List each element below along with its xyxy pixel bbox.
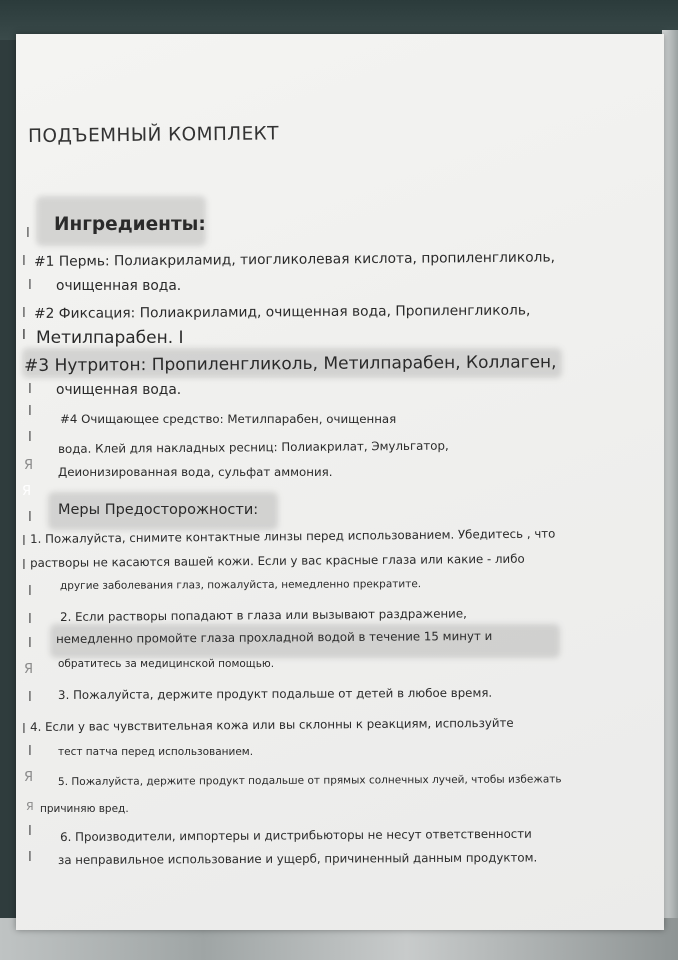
page-title: ПОДЪЕМНЫЙ КОМПЛЕКТ xyxy=(28,123,279,147)
ingredient-line: Метилпарабен. I xyxy=(36,328,184,348)
precaution-line: за неправильное использование и ущерб, причиненный данным продуктом. xyxy=(58,850,538,867)
margin-ya: Я xyxy=(24,458,34,473)
margin-bar: I xyxy=(28,744,32,759)
precaution-line: 4. Если у вас чувствительная кожа или вы склонны к реакциям, используйте xyxy=(30,715,514,734)
ingredient-line: вода. Клей для накладных ресниц: Полиакрилат, Эмульгатор, xyxy=(58,438,449,456)
margin-ya: Я xyxy=(22,484,32,499)
precautions-heading: Меры Предосторожности: xyxy=(58,502,259,518)
margin-bar: I xyxy=(28,278,32,293)
margin-bar: I xyxy=(28,430,32,445)
precaution-line: причиняю вред. xyxy=(40,803,129,815)
margin-bar: I xyxy=(22,722,26,737)
margin-bar: I xyxy=(28,824,32,839)
ingredient-line: #2 Фиксация: Полиакриламид, очищенная вода, Пропиленгликоль, xyxy=(34,302,531,322)
margin-bar: I xyxy=(28,510,32,525)
precaution-line: 5. Пожалуйста, держите продукт подальше от прямых солнечных лучей, чтобы избежать xyxy=(58,773,562,788)
ingredient-line: #1 Пермь: Полиакриламид, тиогликолевая кислота, пропиленгликоль, xyxy=(34,249,556,270)
precaution-line: 1. Пожалуйста, снимите контактные линзы перед использованием. Убедитесь , что xyxy=(30,526,556,546)
margin-bar: I xyxy=(28,636,32,651)
margin-bar: I xyxy=(22,328,26,343)
box-edge xyxy=(662,30,678,930)
margin-bar: I xyxy=(28,404,32,419)
precaution-line: 2. Если растворы попадают в глаза или вызывают раздражение, xyxy=(60,606,467,624)
precaution-line: тест патча перед использованием. xyxy=(58,746,254,758)
paper-sheet xyxy=(16,34,664,930)
precaution-line: немедленно промойте глаза прохладной водой в течение 15 минут и xyxy=(56,628,493,646)
precaution-line: другие заболевания глаз, пожалуйста, немедленно прекратите. xyxy=(60,578,422,592)
ingredient-line: #4 Очищающее средство: Метилпарабен, очищенная xyxy=(60,412,397,426)
margin-bar: I xyxy=(28,690,32,705)
margin-bar: I xyxy=(28,382,32,397)
ingredient-line: очищенная вода. xyxy=(56,382,182,398)
margin-bar: I xyxy=(28,584,32,599)
precaution-line: 6. Производители, импортеры и дистрибьюторы не несут ответственности xyxy=(60,826,532,844)
margin-bar: I xyxy=(22,558,26,573)
margin-ya: Я xyxy=(24,662,34,677)
ingredient-line: очищенная вода. xyxy=(56,278,182,294)
margin-bar: I xyxy=(26,226,30,241)
precaution-line: обратитесь за медицинской помощью. xyxy=(58,658,275,670)
margin-bar: I xyxy=(22,254,26,269)
margin-bar: I xyxy=(28,612,32,627)
ingredient-line: #3 Нутритон: Пропиленгликоль, Метилпарабен, Коллаген, xyxy=(24,352,557,376)
margin-bar: I xyxy=(22,306,26,321)
precaution-line: 3. Пожалуйста, держите продукт подальше от детей в любое время. xyxy=(58,685,493,702)
ingredients-heading: Ингредиенты: xyxy=(54,214,206,235)
precaution-line: растворы не касаются вашей кожи. Если у вас красные глаза или какие - либо xyxy=(30,551,525,570)
margin-ya: Я xyxy=(26,800,34,813)
margin-bar: I xyxy=(28,850,32,865)
ingredient-line: Деионизированная вода, сульфат аммония. xyxy=(58,465,333,479)
margin-ya: Я xyxy=(24,770,34,785)
margin-bar: I xyxy=(22,534,26,549)
